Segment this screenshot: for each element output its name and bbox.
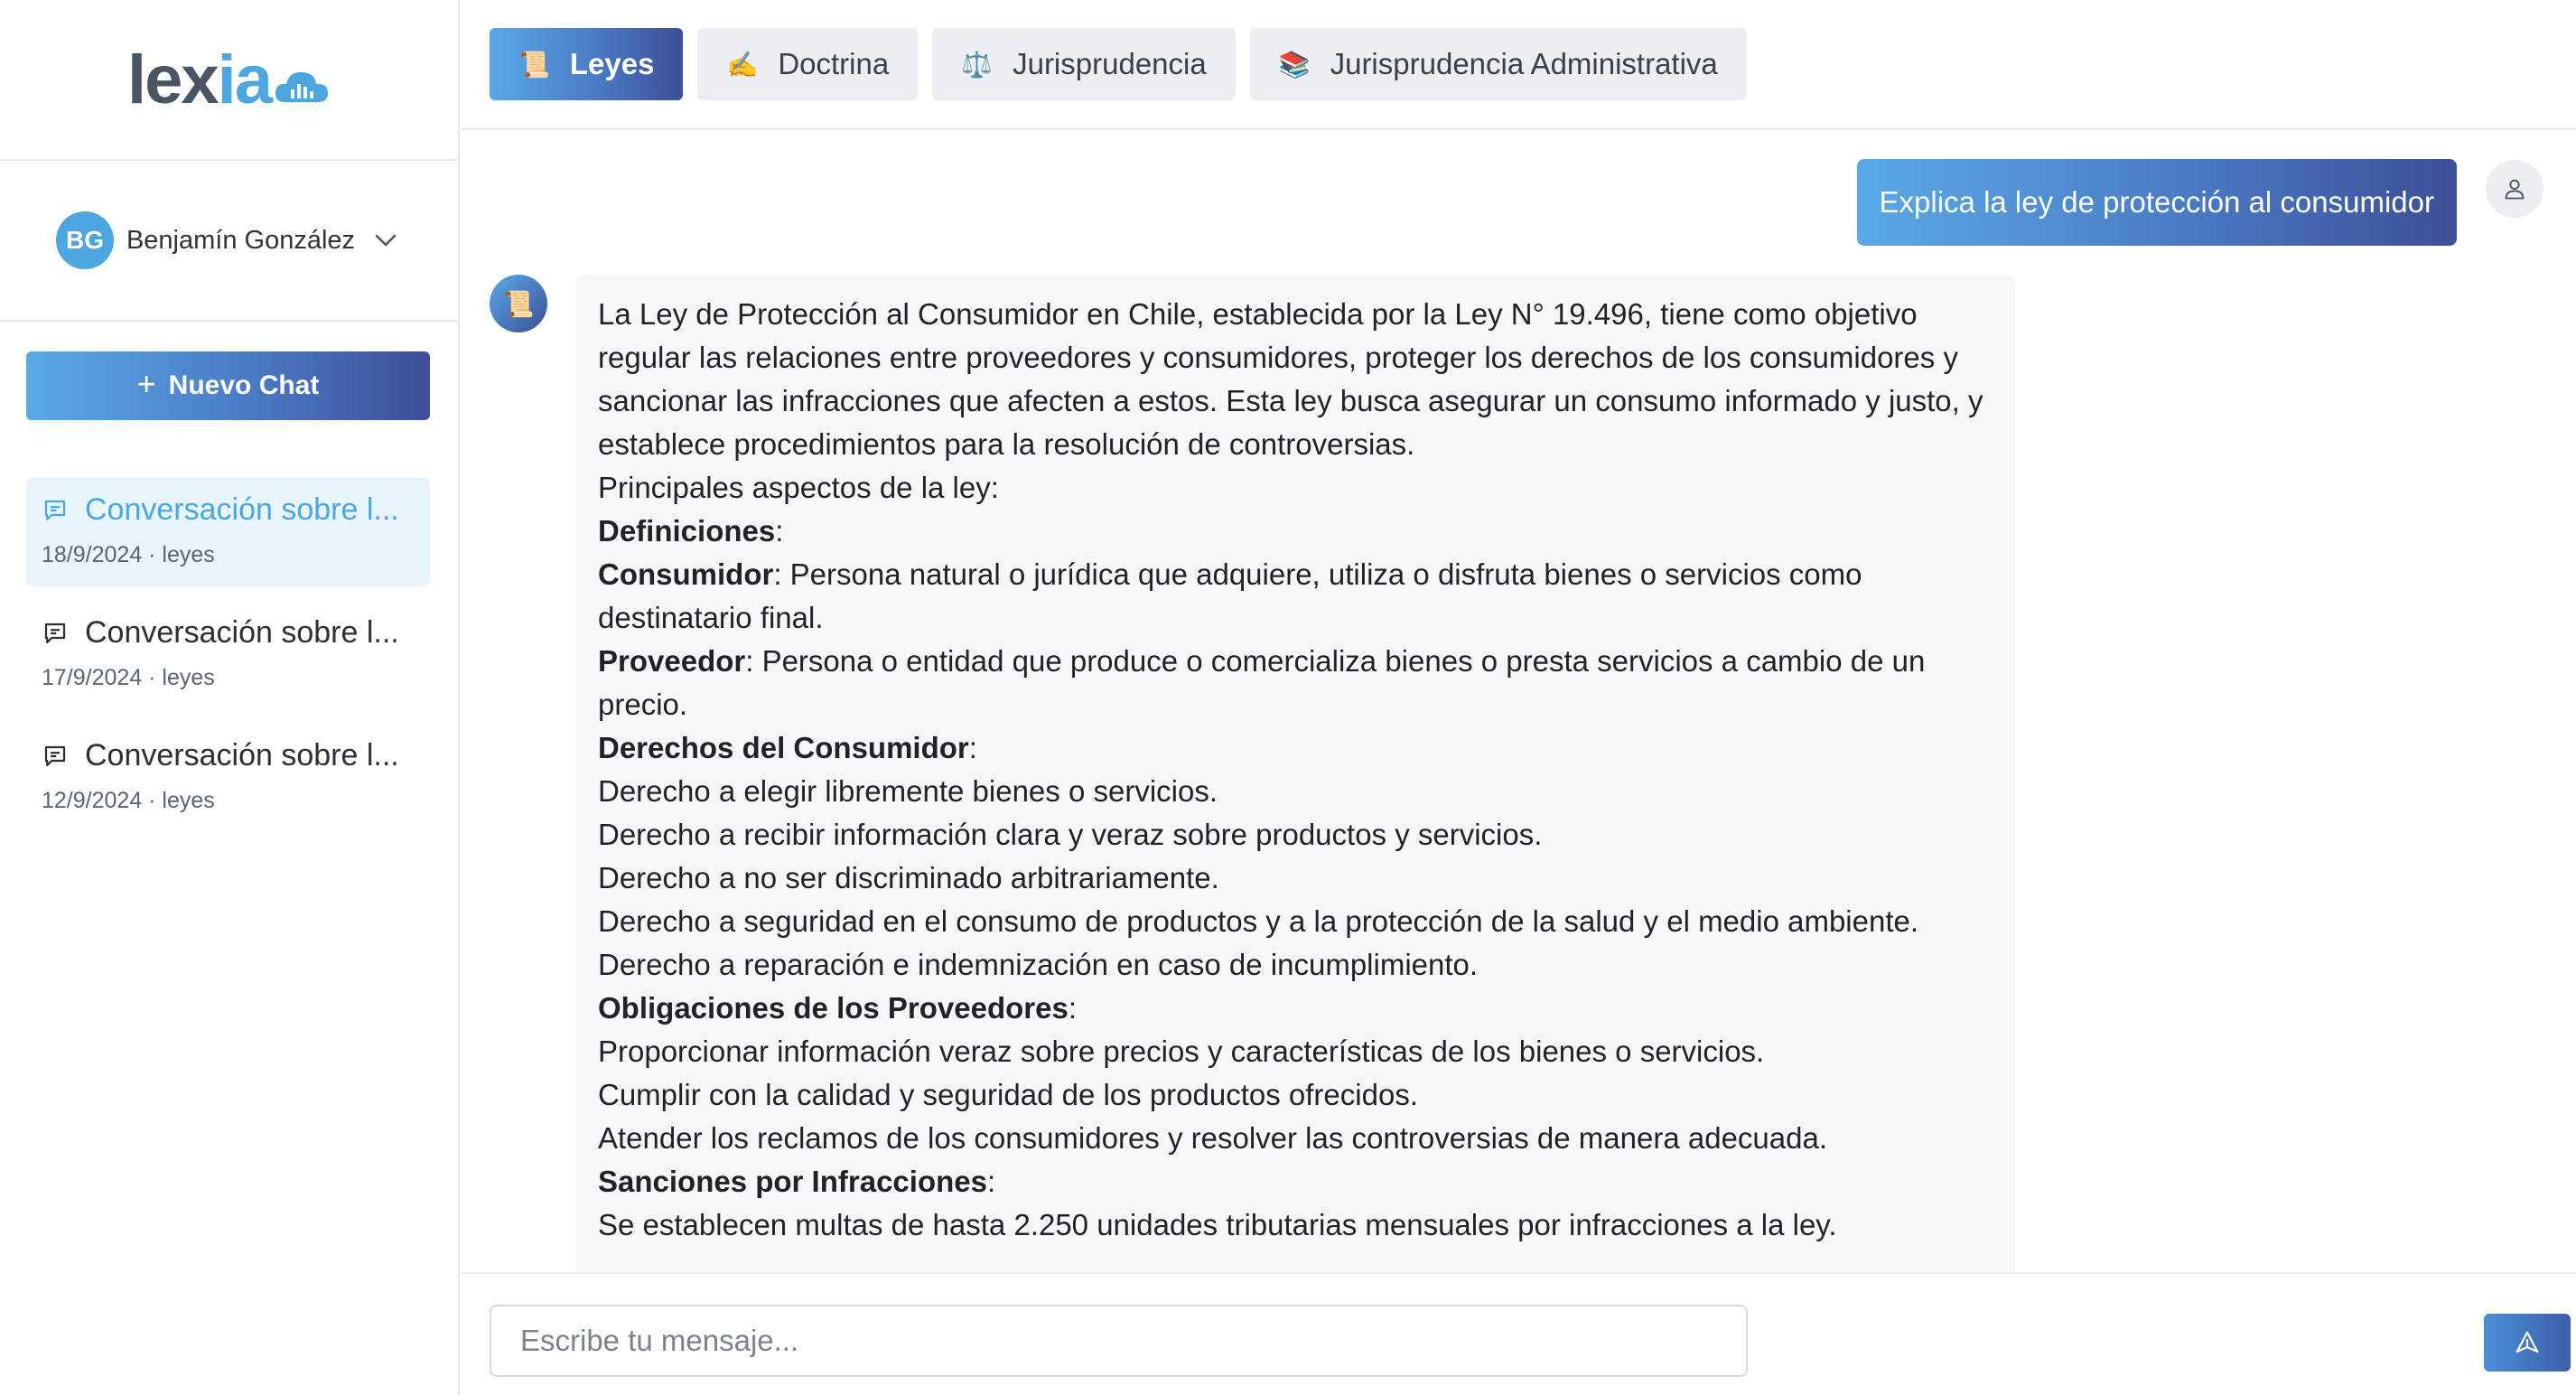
plus-icon: + [136,365,156,402]
cloud-chart-icon [273,68,331,104]
response-line: Cumplir con la calidad y seguridad de los productos ofrecidos. [598,1078,1418,1111]
response-aspects: Principales aspectos de la ley: [598,471,999,504]
assistant-message [576,275,2015,1272]
history-item[interactable]: Conversación sobre l... 17/9/2024 · leyes [26,601,430,709]
scroll-icon: 📜 [518,50,550,79]
response-line: Atender los reclamos de los consumidores y resolver las controversias de manera adecuada. [598,1121,1828,1155]
response-line: Proporcionar información veraz sobre precios y características de los bienes o servicios. [598,1035,1765,1068]
sidebar [0,0,460,1395]
history-meta: 18/9/2024 · leyes [42,542,215,567]
message-input[interactable] [490,1305,1748,1377]
send-icon [2514,1329,2541,1356]
new-chat-button[interactable]: + Nuevo Chat [26,351,430,420]
scales-icon: ⚖️ [961,50,994,79]
tab-jurisprudencia[interactable]: ⚖️ Jurisprudencia [932,28,1236,100]
response-line: Derecho a elegir libremente bienes o servicios. [598,774,1218,808]
history-item[interactable]: Conversación sobre l... 12/9/2024 · leyes [26,724,430,832]
response-intro: La Ley de Protección al Consumidor en Chile, establecida por la Ley N° 19.496, tiene como objetivo regular las relaciones entre proveedores y consumidores, proteger los derechos de los consumidores y sancionar las infracciones que afecten a estos. Esta ley busca asegurar un consumo informado y justo, y establece procedimientos para la resolución de controversias. [598,297,1983,461]
response-line: Derecho a seguridad en el consumo de productos y a la protección de la salud y el medio ambiente. [598,904,1919,938]
history-item[interactable]: Conversación sobre l... 18/9/2024 · leyes [26,478,430,586]
response-line: Derecho a recibir información clara y veraz sobre productos y servicios. [598,818,1543,851]
user-avatar-icon [2486,160,2543,218]
chat-bubble-icon [42,743,69,770]
composer [462,1272,2576,1395]
chat-area [462,132,2576,1272]
bot-avatar [490,275,547,332]
history-meta: 12/9/2024 · leyes [42,788,215,813]
chat-bubble-icon [42,620,69,647]
response-definition: Consumidor: Persona natural o jurídica que adquiere, utiliza o disfruta bienes o servicios como destinatario final. [598,557,1862,634]
response-heading: Definiciones: [598,514,784,548]
response-heading: Derechos del Consumidor: [598,731,977,764]
tab-doctrina[interactable]: ✍️ Doctrina [697,28,918,100]
tab-jurisprudencia-administrativa[interactable]: 📚 Jurisprudencia Administrativa [1250,28,1747,100]
response-line: Derecho a reparación e indemnización en caso de incumplimiento. [598,948,1479,981]
chat-history-list [26,478,430,847]
history-meta: 17/9/2024 · leyes [42,665,215,690]
tab-leyes[interactable]: 📜 Leyes [490,28,683,100]
response-heading: Sanciones por Infracciones: [598,1165,996,1198]
category-tabs [462,0,2576,130]
scroll-icon: 📜 [502,289,535,318]
app-logo[interactable]: lex ia [127,41,331,119]
user-message: Explica la ley de protección al consumidor [1857,159,2457,246]
user-avatar: BG [56,211,114,269]
chevron-down-icon[interactable] [368,222,404,258]
response-line: Derecho a no ser discriminado arbitrariamente. [598,861,1219,894]
user-name: Benjamín González [126,226,356,255]
send-button[interactable] [2484,1314,2571,1372]
response-heading: Obligaciones de los Proveedores: [598,991,1078,1025]
response-line: Se establecen multas de hasta 2.250 unidades tributarias mensuales por infracciones a la ley. [598,1208,1837,1241]
user-menu[interactable] [0,161,458,322]
books-icon: 📚 [1278,50,1311,79]
writing-hand-icon: ✍️ [726,50,759,79]
logo-area [0,0,458,161]
response-definition: Proveedor: Persona o entidad que produce o comercializa bienes o presta servicios a cambio de un precio. [598,644,1926,721]
chat-bubble-icon [42,497,69,524]
